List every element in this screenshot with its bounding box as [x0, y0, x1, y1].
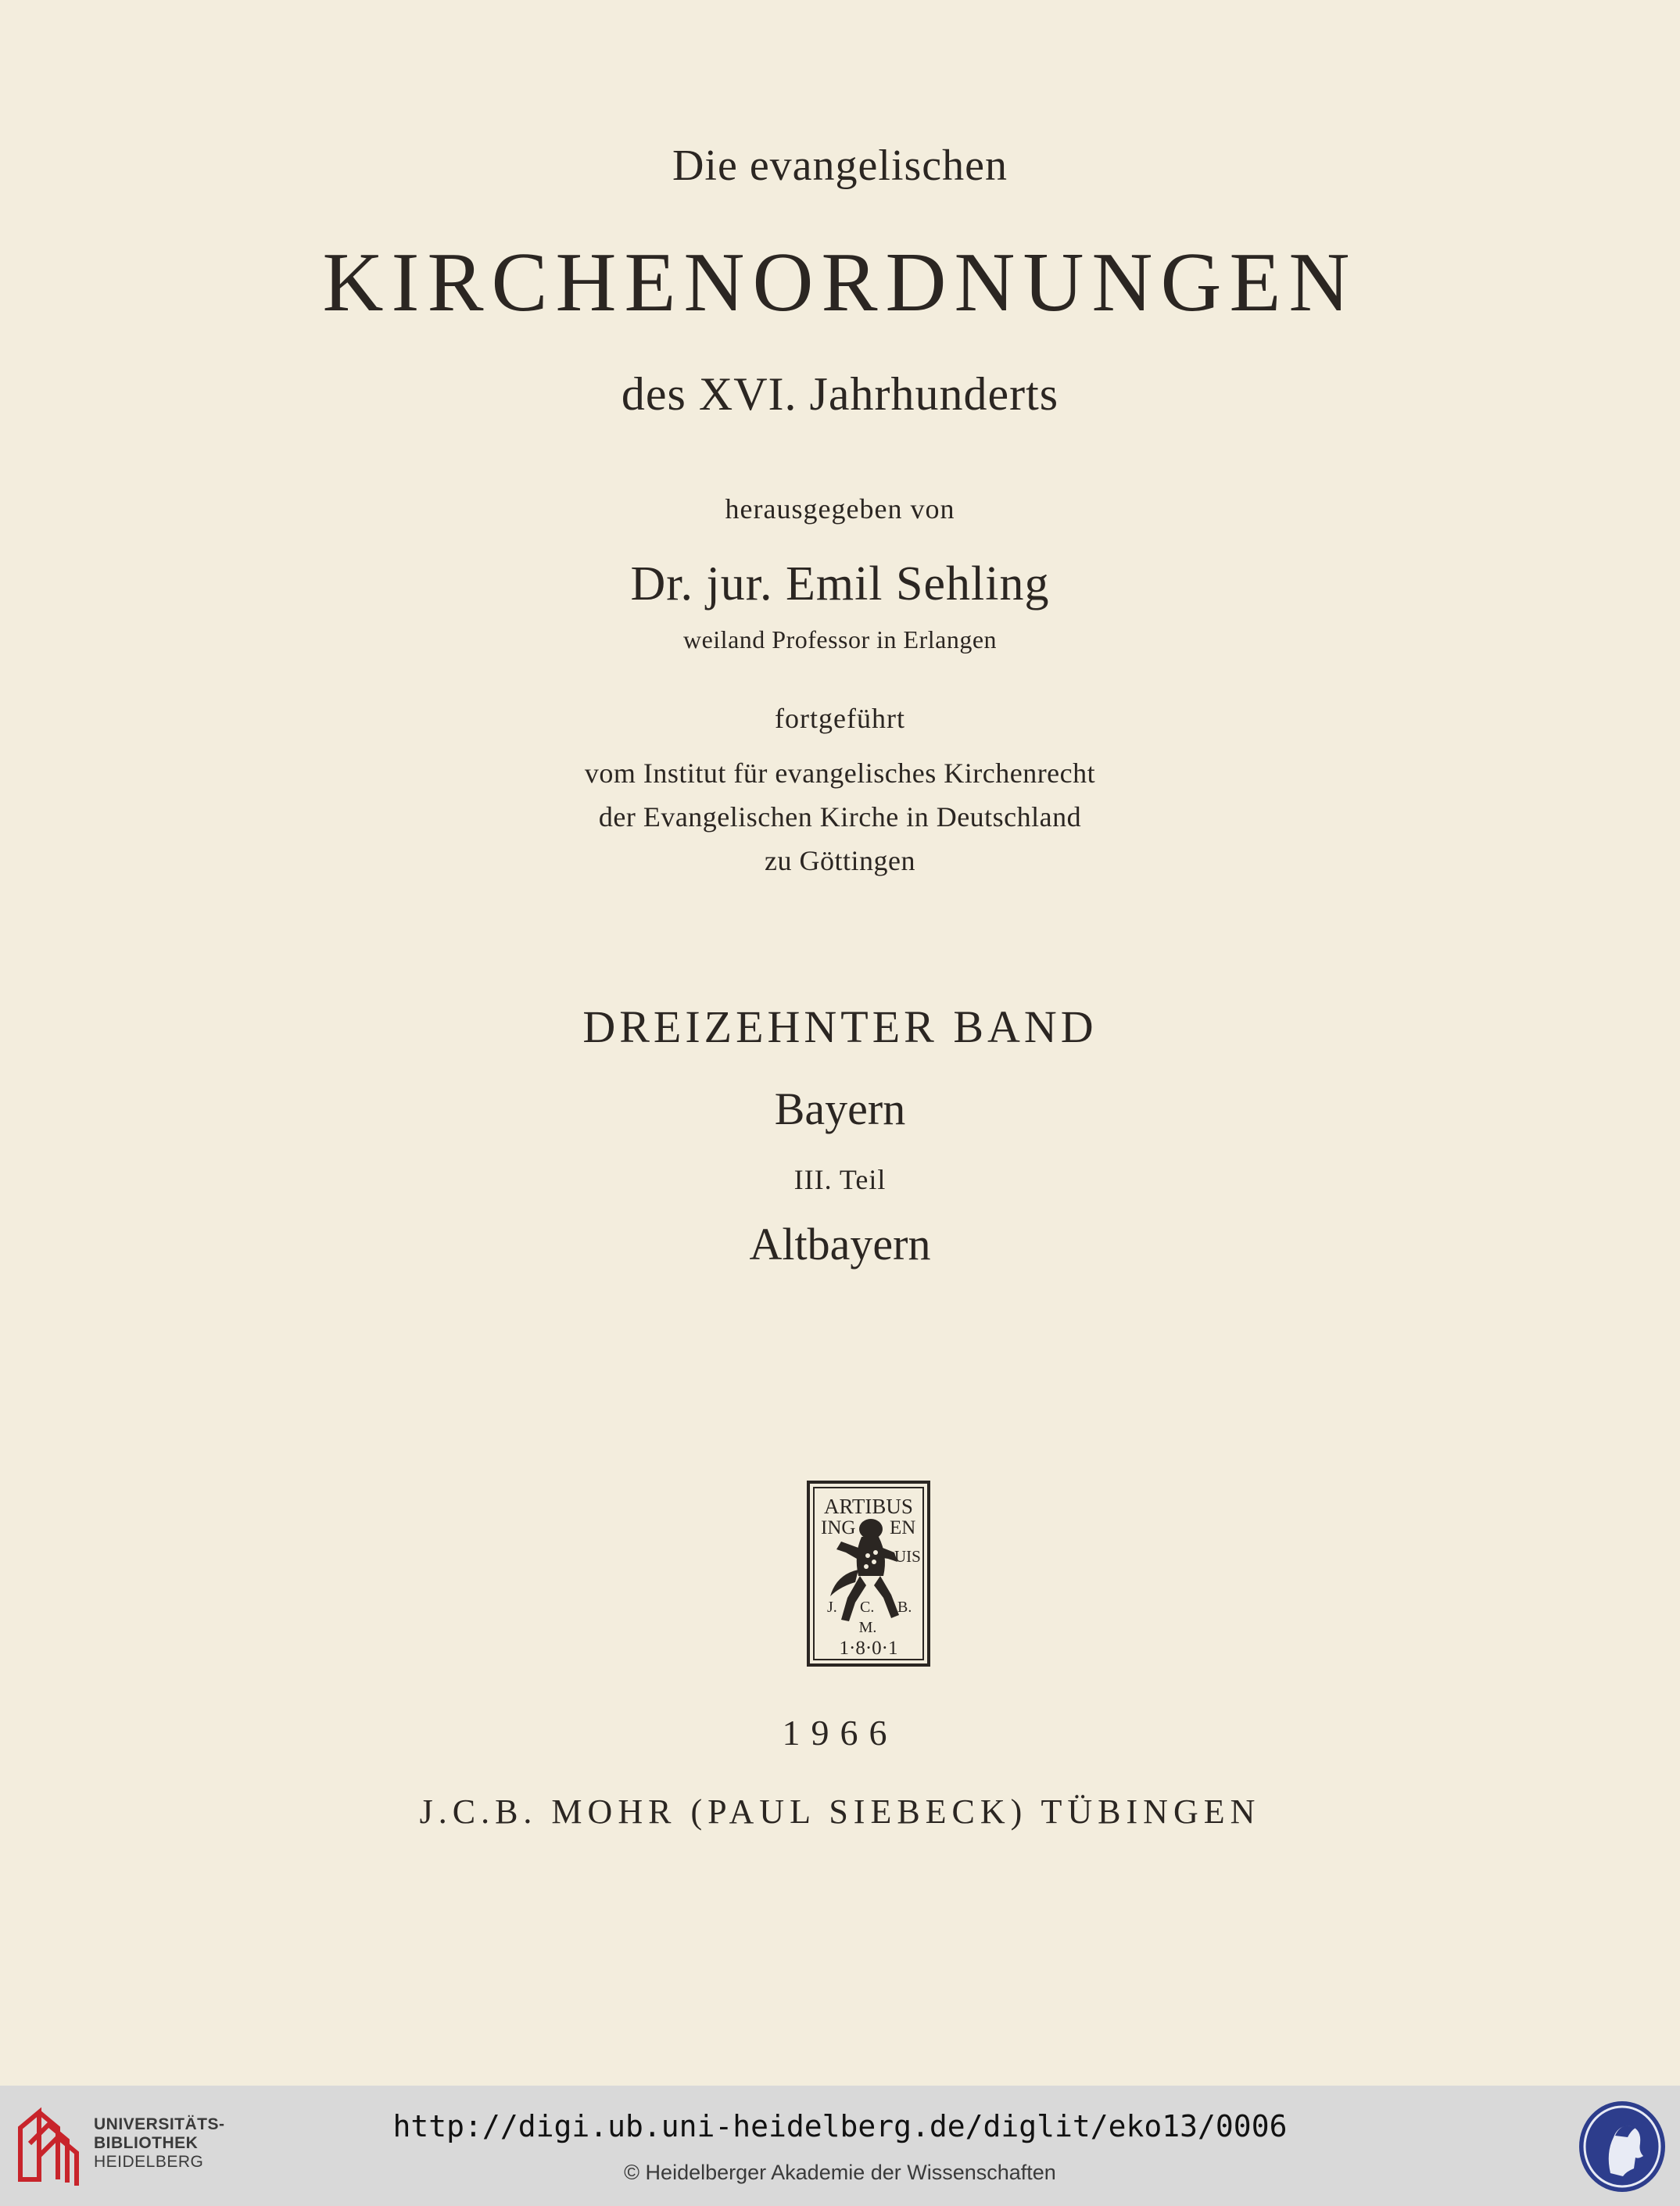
mark-text-m: M. — [858, 1619, 877, 1636]
subregion-title: Altbayern — [749, 1219, 931, 1270]
mark-text-j: J. — [827, 1599, 837, 1616]
footer-bar — [0, 2086, 1680, 2206]
mark-text-uis: UIS — [894, 1547, 921, 1566]
editor-role: weiland Professor in Erlangen — [682, 625, 998, 654]
mark-text-ing: ING — [821, 1517, 856, 1538]
volume-title: DREIZEHNTER BAND — [582, 1001, 1098, 1052]
institution-line-2: der Evangelischen Kirche in Deutschland — [598, 801, 1082, 833]
region-title: Bayern — [774, 1083, 906, 1134]
library-name-line-3: HEIDELBERG — [94, 2153, 204, 2171]
printer-device-lion-icon — [807, 1481, 930, 1667]
library-name-line-1: UNIVERSITÄTS- — [94, 2115, 225, 2133]
mark-text-en: EN — [890, 1517, 916, 1538]
institution-line-3: zu Göttingen — [765, 845, 915, 876]
permalink-url[interactable]: http://digi.ub.uni-heidelberg.de/diglit/eko13/0006 — [392, 2109, 1288, 2143]
editor-prefix: herausgegeben von — [725, 493, 955, 525]
mark-text-year: 1·8·0·1 — [839, 1638, 898, 1659]
mark-text-c: C. — [860, 1599, 875, 1616]
library-name-line-2: BIBLIOTHEK — [94, 2134, 199, 2152]
century-line: des XVI. Jahrhunderts — [621, 368, 1059, 420]
subtitle-top: Die evangelischen — [672, 141, 1008, 190]
mark-text-artibus: ARTIBUS — [824, 1495, 913, 1518]
continued-label: fortgeführt — [775, 703, 905, 734]
publication-year: 1966 — [782, 1713, 898, 1753]
mark-text-b: B. — [897, 1599, 912, 1616]
copyright-notice: © Heidelberger Akademie der Wissenschaften — [624, 2161, 1056, 2184]
publisher-line: J.C.B. MOHR (PAUL SIEBECK) TÜBINGEN — [419, 1792, 1261, 1831]
main-title: KIRCHENORDNUNGEN — [322, 236, 1358, 329]
institution-line-1: vom Institut für evangelisches Kirchenrecht — [584, 757, 1096, 789]
editor-name: Dr. jur. Emil Sehling — [630, 557, 1050, 611]
part-label: III. Teil — [793, 1164, 887, 1195]
academy-seal-icon[interactable] — [1576, 2098, 1668, 2195]
